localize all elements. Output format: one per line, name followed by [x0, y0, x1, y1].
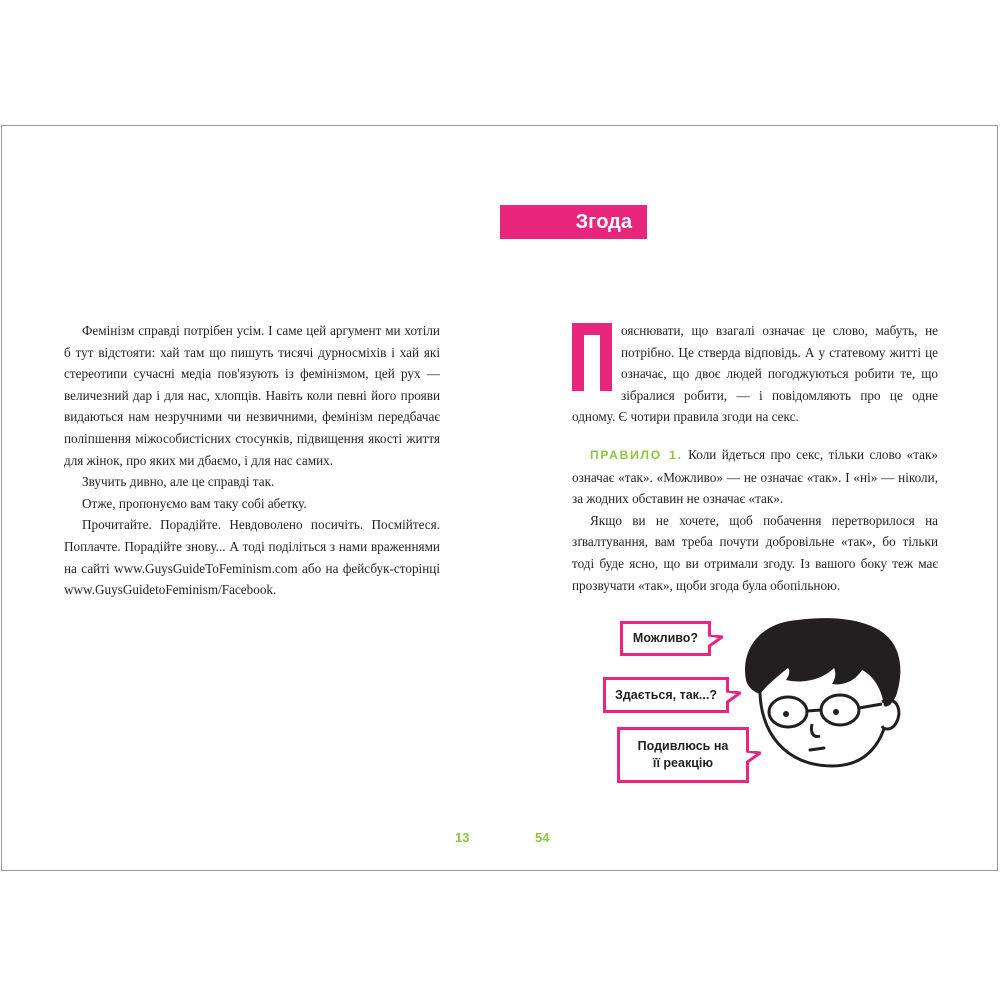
paragraph: Якщо ви не хочете, щоб побачення перетворилося на зґвалтування, вам треба почути добровільне «так», бо тільки тоді буде ясно, що ви отримали згоду. Із вашого боку теж має прозвучати «так», щоби згода була обопільною. — [572, 512, 938, 593]
paragraph: Звучить дивно, але це справді так. — [82, 474, 275, 490]
left-page-text — [64, 320, 440, 601]
page-number-right: 54 — [535, 830, 550, 845]
speech-bubble-see-reaction — [617, 727, 749, 783]
rule-paragraph — [572, 444, 938, 510]
bubble-text: Здається, так...? — [614, 688, 717, 702]
speech-bubble-seems-yes — [603, 677, 729, 713]
speech-bubble-maybe — [620, 621, 711, 656]
bubble-text: Можливо? — [632, 631, 699, 645]
rule-label: ПРАВИЛО 1. — [590, 447, 683, 462]
book-spread — [1, 125, 998, 871]
dropcap-glyph — [572, 323, 612, 391]
left-page — [2, 126, 500, 870]
intro-paragraph: ояснювати, що взагалі означає це слово, мабуть, не потрібно. Це стверда відповідь. А у статевому житті це означає, що двоє людей погоджуються робити те, що зібралися робити, — і повідомляють про це одне одному. Є чотири правила згоди на секс. — [572, 323, 938, 425]
bubble-tail-icon — [708, 635, 723, 649]
paragraph: Прочитайте. Порадійте. Невдоволено посичіть. Посмійтеся. Поплачте. Порадійте знову... А тоді поділіться з нами враженнями на сайті www.GuysGuideToFeminism.com або на фейсбук-сторінці www.GuysGuidetoFeminism/Facebook. — [64, 517, 440, 598]
paragraph: Отже, пропонуємо вам таку собі абетку. — [82, 495, 307, 511]
page-number-left: 13 — [455, 830, 470, 845]
rule-text: Коли йдеться про секс, тільки слово «так» означає «так». «Можливо» — не означає «так». І «ні» — ніколи, за жодних обставин не означає «так». — [572, 446, 938, 507]
guy-face-illustration — [732, 614, 912, 774]
right-page — [500, 126, 998, 870]
bubble-text: Подивлюсь на її реакцію — [637, 739, 729, 770]
section-title: Згода — [500, 205, 647, 239]
dropcap-letter — [572, 323, 612, 391]
right-page-text — [572, 320, 938, 596]
paragraph: Фемінізм справді потрібен усім. І саме цей аргумент ми хотіли б тут відстояти: хай там що пишуть тисячі дурносміхів і хай які стереотипи сучасні медіа пов'язують із фемінізмом, цей рух — величезний дар і для нас, хлопців. Навіть коли певні його прояви видаються нам незручними чи незвичними, фемінізм передбачає поліпшення міжособистісних стосунків, підвищення якості життя для жінок, про яких ми дбаємо, і для нас самих. — [64, 323, 440, 468]
